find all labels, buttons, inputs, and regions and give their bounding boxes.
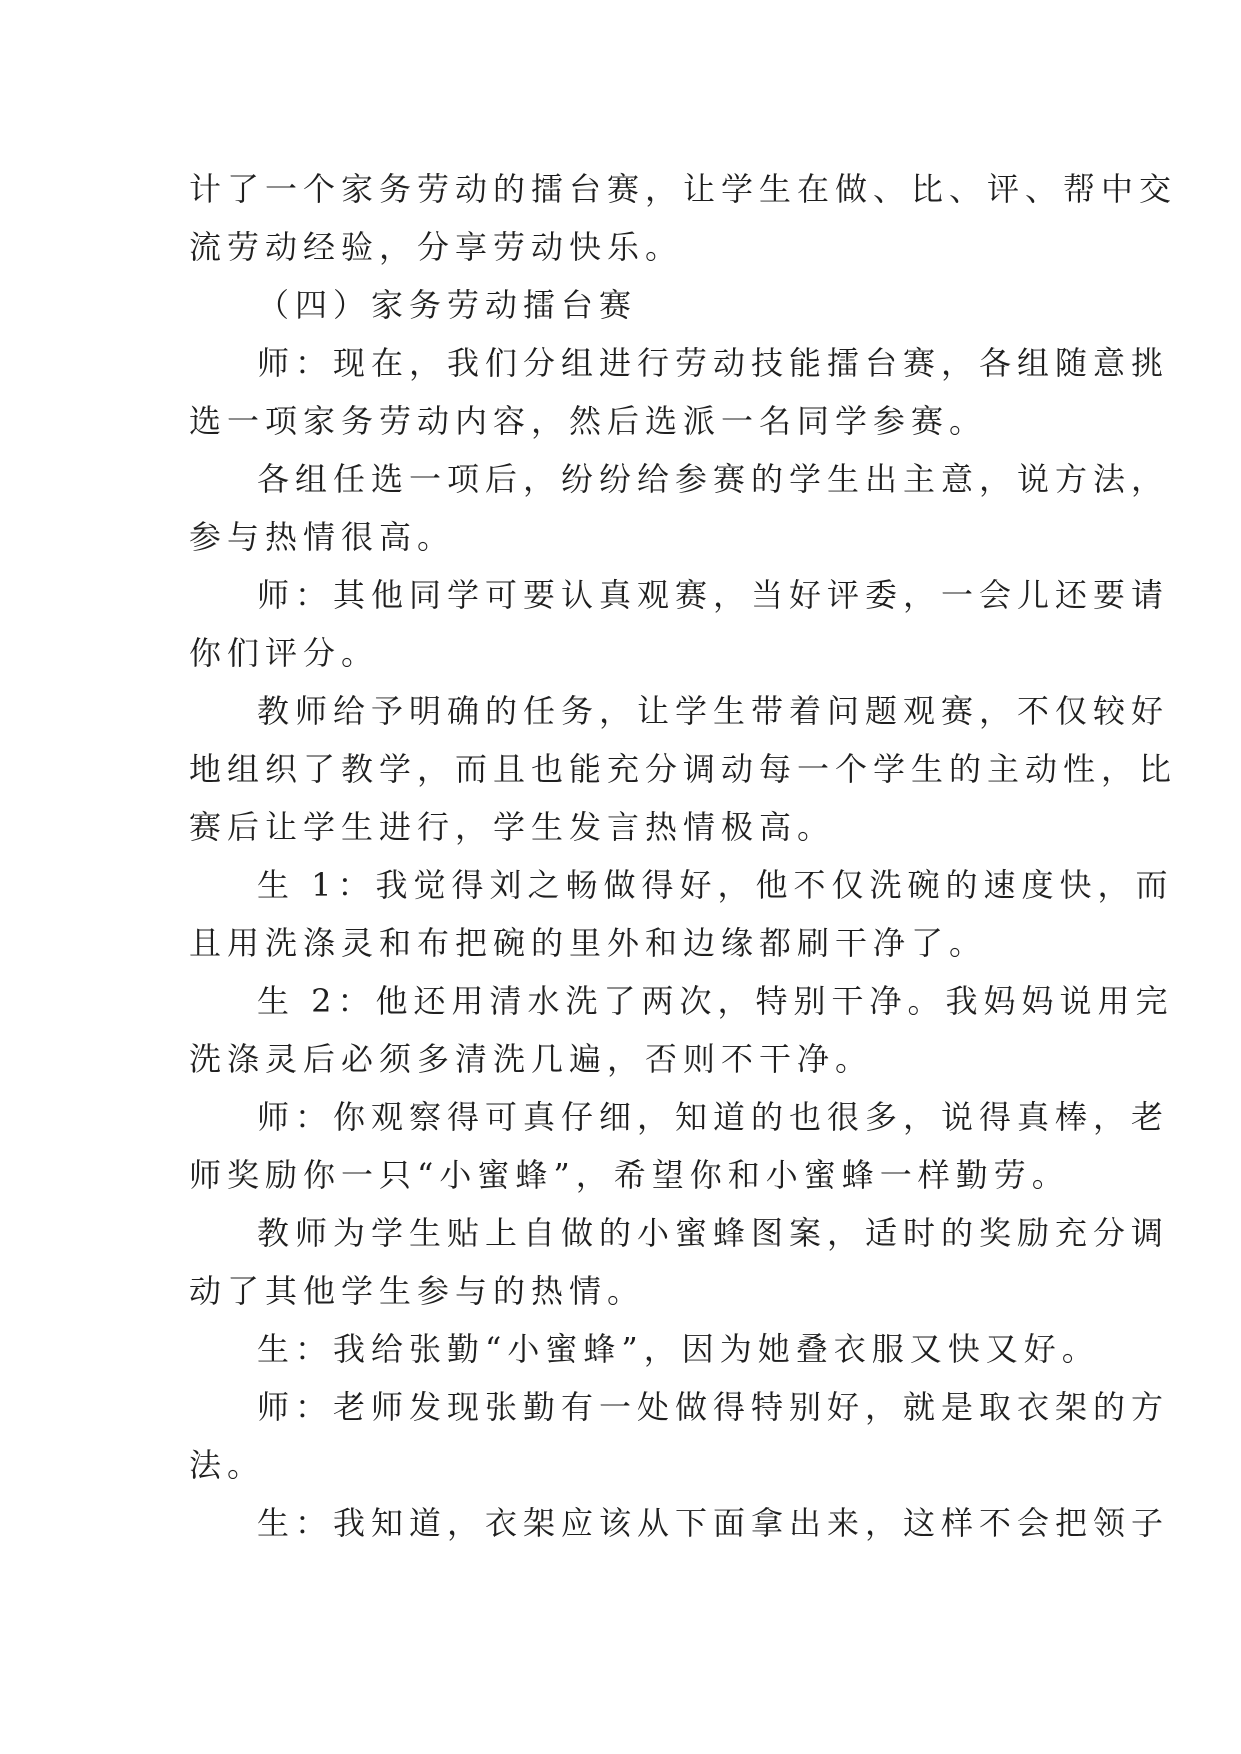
- text-line: 参与热情很高。: [189, 518, 456, 556]
- text-line: 计了一个家务劳动的擂台赛，让学生在做、比、评、帮中交: [189, 170, 1178, 208]
- text-line: 生：我知道，衣架应该从下面拿出来，这样不会把领子: [257, 1504, 1170, 1542]
- text-line: 教师为学生贴上自做的小蜜蜂图案，适时的奖励充分调: [257, 1214, 1170, 1252]
- text-line: 洗涤灵后必须多清洗几遍，否则不干净。: [189, 1040, 874, 1078]
- text-line: 且用洗涤灵和布把碗的里外和边缘都刷干净了。: [189, 924, 988, 962]
- text-line: 生：我给张勤“小蜜蜂”，因为她叠衣服又快又好。: [257, 1330, 1100, 1368]
- text-line: 选一项家务劳动内容，然后选派一名同学参赛。: [189, 402, 988, 440]
- text-line: 教师给予明确的任务，让学生带着问题观赛，不仅较好: [257, 692, 1170, 730]
- text-line: 地组织了教学，而且也能充分调动每一个学生的主动性，比: [189, 750, 1178, 788]
- document-body: [189, 160, 1178, 1552]
- text-line: 动了其他学生参与的热情。: [189, 1272, 646, 1310]
- text-line: 生 1：我觉得刘之畅做得好，他不仅洗碗的速度快，而: [257, 866, 1174, 904]
- text-line: 师：现在，我们分组进行劳动技能擂台赛，各组随意挑: [257, 344, 1170, 382]
- text-line: 各组任选一项后，纷纷给参赛的学生出主意，说方法，: [257, 460, 1170, 498]
- text-line: 法。: [189, 1446, 266, 1484]
- text-line: （四）家务劳动擂台赛: [257, 286, 638, 324]
- text-line: 师：你观察得可真仔细，知道的也很多，说得真棒，老: [257, 1098, 1170, 1136]
- text-line: 师：其他同学可要认真观赛，当好评委，一会儿还要请: [257, 576, 1170, 614]
- text-line: 生 2：他还用清水洗了两次，特别干净。我妈妈说用完: [257, 982, 1174, 1020]
- text-line: 赛后让学生进行，学生发言热情极高。: [189, 808, 836, 846]
- text-line: 流劳动经验，分享劳动快乐。: [189, 228, 684, 266]
- text-line: 师奖励你一只“小蜜蜂”，希望你和小蜜蜂一样勤劳。: [189, 1156, 1070, 1194]
- text-line: 你们评分。: [189, 634, 380, 672]
- text-line: 师：老师发现张勤有一处做得特别好，就是取衣架的方: [257, 1388, 1170, 1426]
